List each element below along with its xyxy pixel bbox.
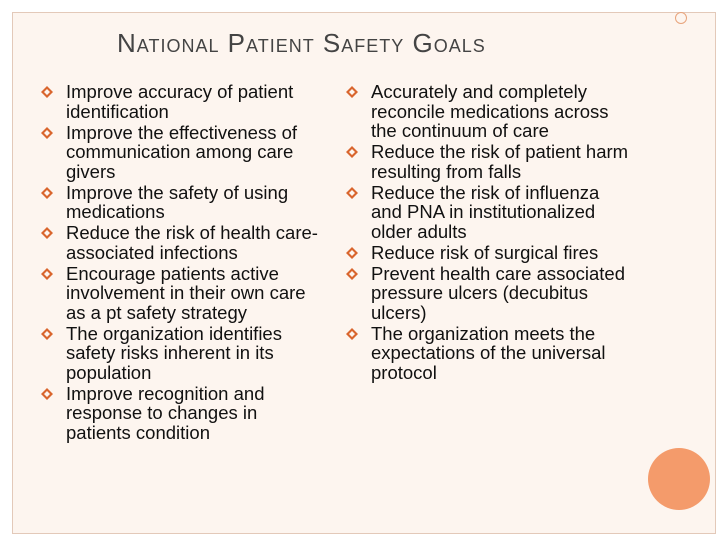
bullet-icon: [345, 244, 359, 260]
list-item: [40, 264, 325, 323]
goal-text: Reduce the risk of influenza and PNA in institutionalized older adults: [371, 181, 600, 242]
bullet-icon: [345, 143, 359, 159]
goal-text: Improve the safety of using medications: [66, 181, 289, 222]
goal-text: Reduce the risk of patient harm resulting from falls: [371, 141, 629, 182]
list-item: [345, 243, 635, 263]
decorative-circle: [648, 448, 710, 510]
bullet-icon: [345, 83, 359, 99]
left-goal-list: [40, 82, 325, 444]
bullet-icon: [40, 83, 54, 99]
list-item: [40, 82, 325, 121]
bullet-icon: [345, 265, 359, 281]
decorative-ring: [675, 12, 687, 24]
bullet-icon: [40, 184, 54, 200]
list-item: [40, 183, 325, 222]
goal-text: The organization identifies safety risks inherent in its population: [66, 322, 282, 383]
list-item: [40, 384, 325, 443]
bullet-icon: [40, 385, 54, 401]
bullet-icon: [40, 325, 54, 341]
goal-text: Improve the effectiveness of communication among care givers: [66, 121, 298, 182]
bullet-icon: [40, 124, 54, 140]
goal-text: Accurately and completely reconcile medications across the continuum of care: [371, 81, 609, 141]
goal-text: Encourage patients active involvement in their own care as a pt safety strategy: [66, 262, 306, 323]
bullet-icon: [40, 265, 54, 281]
bullet-icon: [40, 224, 54, 240]
bullet-icon: [345, 184, 359, 200]
goal-text: Improve accuracy of patient identification: [66, 81, 294, 122]
goal-text: Reduce risk of surgical fires: [371, 241, 599, 263]
list-item: [345, 82, 635, 141]
goal-text: Reduce the risk of health care-associated infections: [66, 222, 318, 263]
list-item: [345, 142, 635, 181]
list-item: [40, 324, 325, 383]
goal-text: Prevent health care associated pressure ulcers (decubitus ulcers): [371, 262, 626, 323]
list-item: [345, 324, 635, 383]
slide-title: National Patient Safety Goals: [117, 28, 486, 58]
goal-text: The organization meets the expectations of the universal protocol: [371, 322, 606, 383]
list-item: [345, 264, 635, 323]
list-item: [345, 183, 635, 242]
right-goal-list: [345, 82, 635, 384]
list-item: [40, 123, 325, 182]
list-item: [40, 223, 325, 262]
bullet-icon: [345, 325, 359, 341]
goal-text: Improve recognition and response to changes in patients condition: [66, 382, 265, 443]
